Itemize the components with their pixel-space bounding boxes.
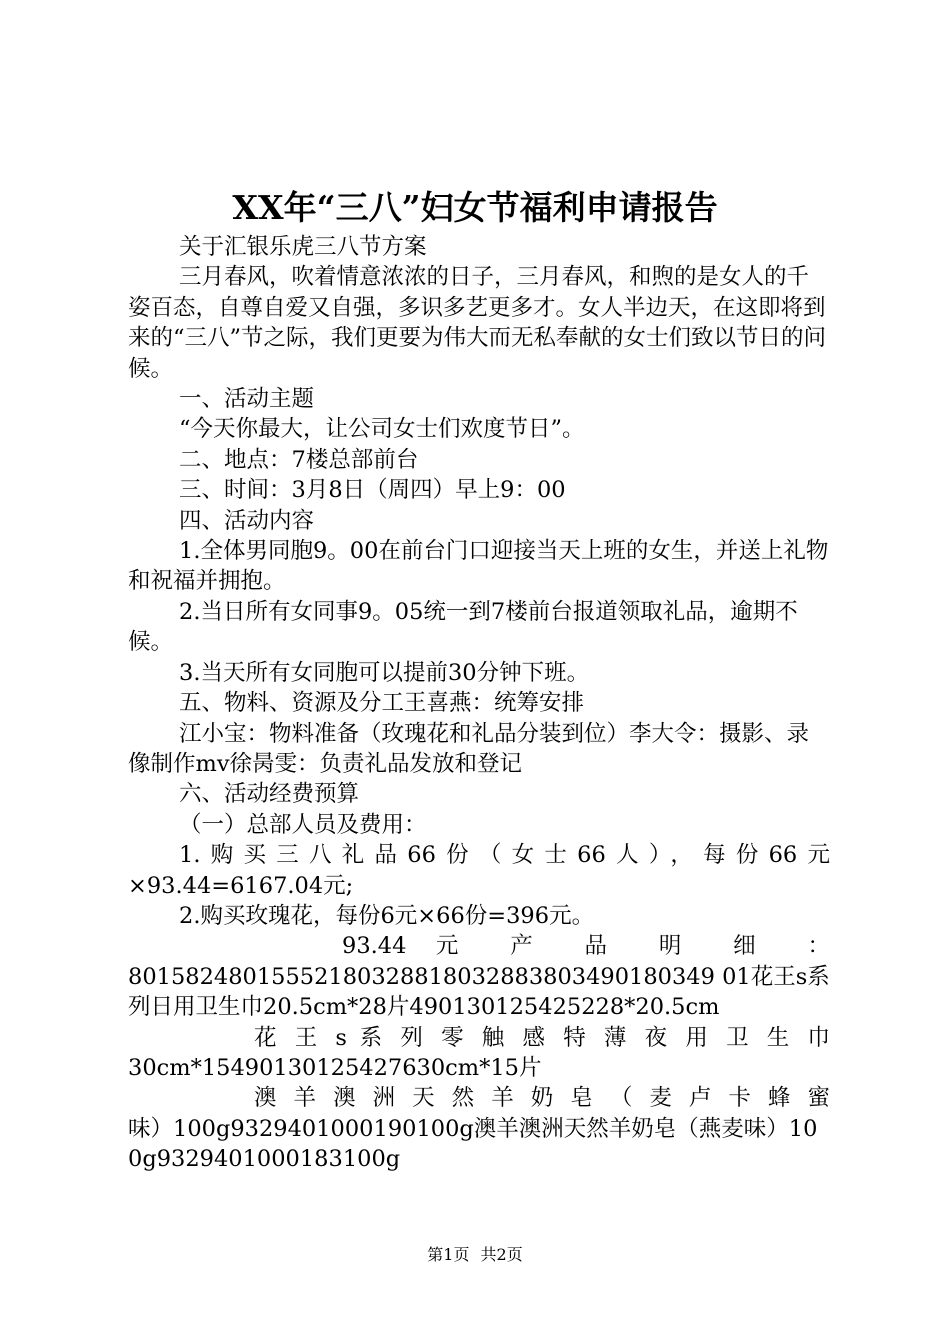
- paragraph-time: 三、时间：3月8日（周四）早上9：00: [179, 477, 566, 504]
- paragraph-location: 二、地点：7楼总部前台: [179, 446, 419, 473]
- document-body: [128, 232, 830, 1175]
- paragraph-budget-roses: 2.购买玫瑰花，每份6元×66份=396元。: [179, 902, 595, 929]
- paragraph-theme-slogan: “今天你最大，让公司女士们欢度节日”。: [179, 416, 585, 443]
- paragraph-product-soap: [128, 1083, 830, 1174]
- paragraph-intro: 三月春风，吹着情意浓浓的日子，三月春风，和煦的是女人的千姿百态，自尊自爱又自强，多识多艺更多才。女人半边天，在这即将到来的“三八”节之际，我们更要为伟大而无私奉献的女士们致以节日的问候。: [128, 264, 827, 382]
- paragraph-budget-gifts: [128, 840, 830, 901]
- page-total: 共2页: [480, 1245, 523, 1264]
- paragraph-resources-assignments: 江小宝：物料准备（玫瑰花和礼品分装到位）李大令：摄影、录像制作mv徐昺雯：负责礼品发放和登记: [128, 720, 810, 777]
- product-soap-line-1: 澳 羊 澳 洲 天 然 羊 奶 皂 （ 麦 卢 卡 蜂 蜜: [254, 1085, 830, 1112]
- paragraph-product-details: [128, 931, 830, 1022]
- product-details-text: 80158248015552180328818032883803490180349 01花王s系列日用卫生巾20.5cm*28片490130125425228*20.5cm: [128, 963, 830, 1021]
- paragraph-content-item-2: 2.当日所有女同事9。05统一到7楼前台报道领取礼品，逾期不候。: [128, 598, 798, 656]
- paragraph-content-item-1: 1.全体男同胞9。00在前台门口迎接当天上班的女生，并送上礼物和祝福并拥抱。: [128, 538, 829, 595]
- product-details-heading: 93.44 元 产 品 明 细 ：: [342, 933, 830, 960]
- paragraph-plan-title: 关于汇银乐虎三八节方案: [179, 234, 427, 260]
- paragraph-content-item-3: 3.当天所有女同胞可以提前30分钟下班。: [179, 659, 590, 686]
- paragraph-section-resources: 五、物料、资源及分工王喜燕：统筹安排: [179, 690, 585, 717]
- paragraph-section-theme: 一、活动主题: [179, 386, 315, 413]
- paragraph-section-budget: 六、活动经费预算: [179, 781, 360, 808]
- page-footer: [0, 1244, 950, 1266]
- paragraph-section-content: 四、活动内容: [179, 507, 315, 534]
- product-night-pad-line-2: 30cm*15490130125427630cm*15片: [128, 1054, 542, 1081]
- product-night-pad-line-1: 花 王 s 系 列 零 触 感 特 薄 夜 用 卫 生 巾: [254, 1024, 830, 1051]
- budget-gifts-line-1: 1.购买三八礼品66份（女士66人），每份66元: [179, 842, 830, 869]
- paragraph-product-night-pad: [128, 1023, 830, 1084]
- product-soap-line-2: 味）100g9329401000190100g澳羊澳洲天然羊奶皂（燕麦味）100g9329401000183100g: [128, 1115, 818, 1173]
- page-number: 第1页: [427, 1245, 470, 1264]
- document-title: XX年“三八”妇女节福利申请报告: [232, 188, 718, 227]
- paragraph-budget-headquarters: （一）总部人员及费用：: [179, 811, 427, 838]
- budget-gifts-line-2: ×93.44=6167.04元;: [128, 872, 354, 899]
